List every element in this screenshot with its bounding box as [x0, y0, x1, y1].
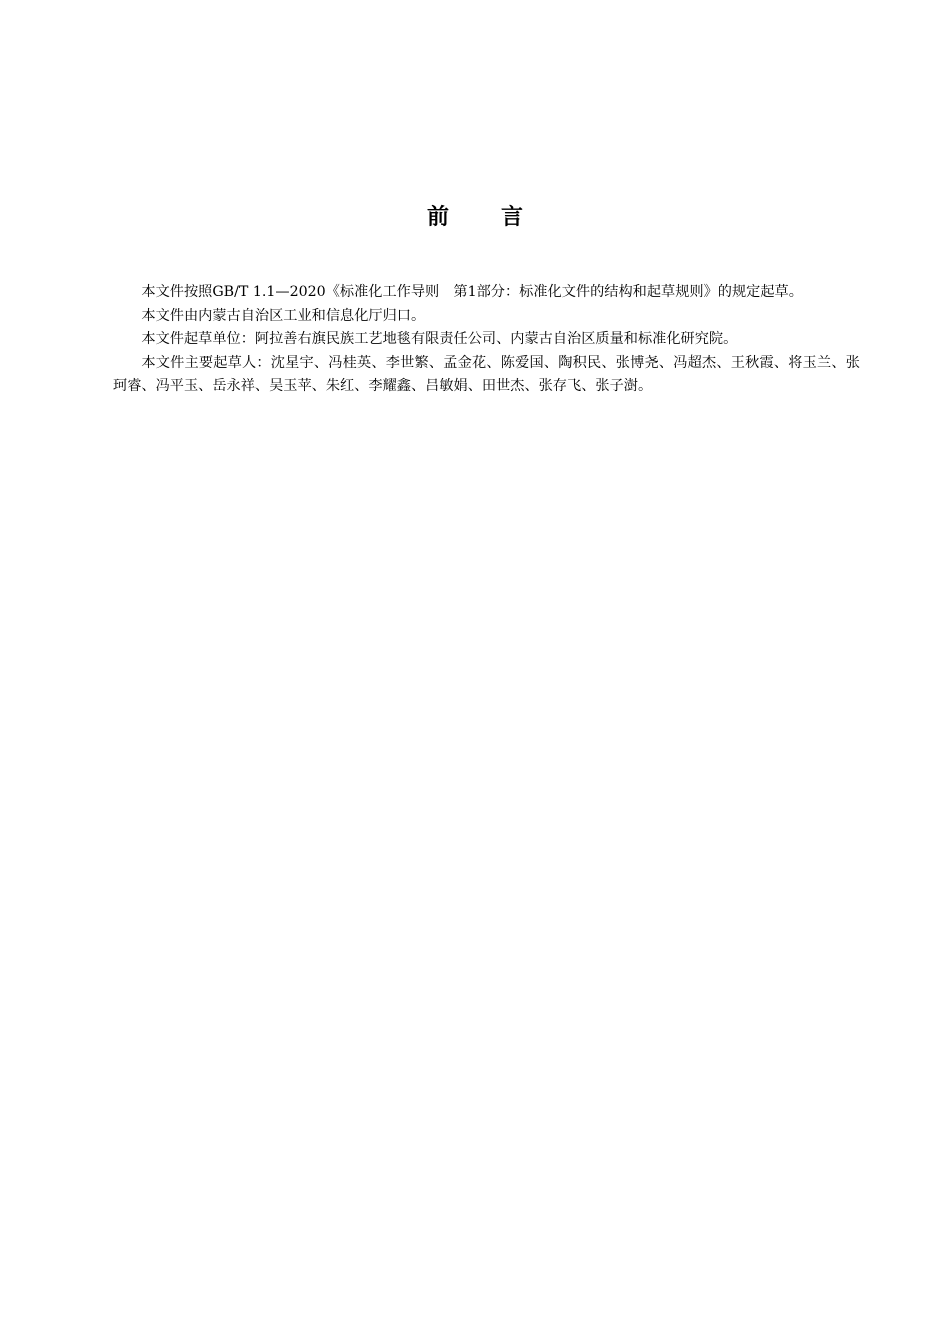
- title-char-1: 前: [426, 205, 449, 230]
- paragraph-drafting-rules: 本文件按照GB/T 1.1—2020《标准化工作导则 第1部分：标准化文件的结构和起草规则》的规定起草。: [141, 284, 803, 300]
- title-char-2: 言: [501, 205, 524, 230]
- paragraph-jurisdiction: 本文件由内蒙古自治区工业和信息化厅归口。: [141, 307, 426, 324]
- paragraph-drafters: 本文件主要起草人：沈星宇、冯桂英、李世繁、孟金花、陈爱国、陶积民、张博尧、冯超杰、王秋霞、将玉兰、张珂睿、冯平玉、岳永祥、吴玉苹、朱红、李耀鑫、吕敏娟、田世杰、张存飞、张子澍。: [113, 354, 860, 394]
- paragraph-drafting-units: 本文件起草单位：阿拉善右旗民族工艺地毯有限责任公司、内蒙古自治区质量和标准化研究院。: [141, 331, 738, 347]
- foreword-body: [113, 281, 860, 399]
- page-title: [0, 200, 950, 236]
